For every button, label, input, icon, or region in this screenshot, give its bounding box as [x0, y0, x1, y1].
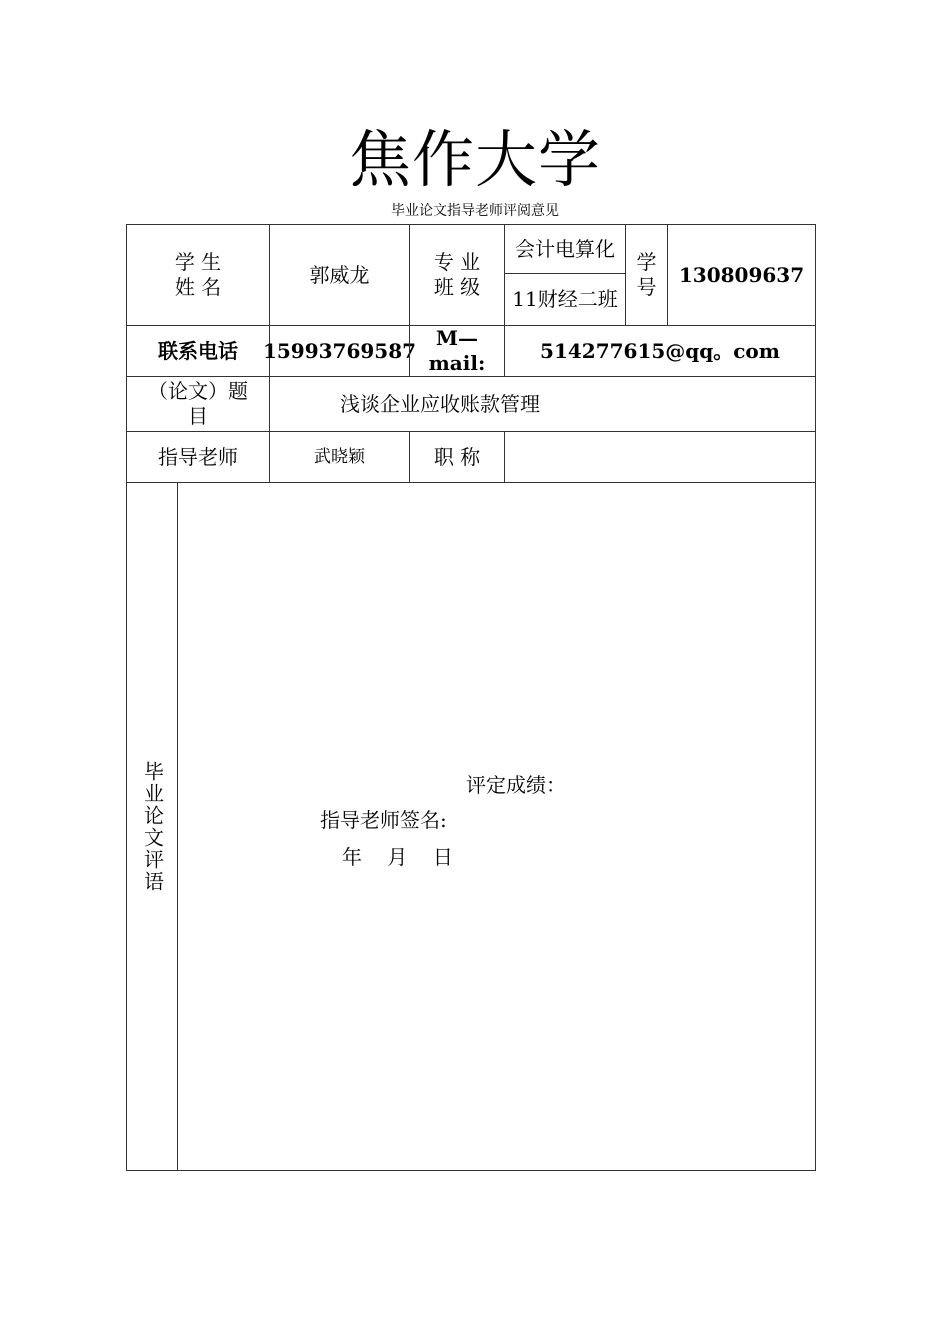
signature-label: 指导老师签名: [320, 808, 447, 832]
comments-label: 毕业论文评语 [140, 760, 165, 893]
university-name: 焦作大学 [348, 123, 601, 196]
title-label: 职 称 [409, 431, 505, 483]
email-value: 514277615@qq。com [504, 325, 816, 377]
major-value: 会计电算化 [504, 224, 626, 274]
title-value [504, 431, 816, 483]
advisor-label: 指导老师 [126, 431, 270, 483]
major-class-label: 专 业 班 级 [409, 224, 505, 326]
student-id-value: 130809637 [667, 224, 816, 326]
topic-value: 浅谈企业应收账款管理 [269, 376, 816, 432]
comments-label-cell [126, 482, 178, 1171]
phone-label: 联系电话 [126, 325, 270, 377]
phone-value: 15993769587 [269, 325, 410, 377]
date-label: 年 月 日 [342, 845, 453, 869]
class-value: 11财经二班 [504, 273, 626, 326]
comments-area [177, 482, 816, 1171]
student-id-label: 学号 [625, 224, 668, 326]
email-label: M—mail: [409, 325, 505, 377]
form-title: 毕业论文指导老师评阅意见 [391, 203, 559, 219]
advisor-value: 武晓颖 [269, 431, 410, 483]
student-name-label: 学 生 姓 名 [126, 224, 270, 326]
student-name-value: 郭威龙 [269, 224, 410, 326]
grade-label: 评定成绩： [466, 773, 566, 797]
topic-label: （论文）题目 [126, 376, 270, 432]
